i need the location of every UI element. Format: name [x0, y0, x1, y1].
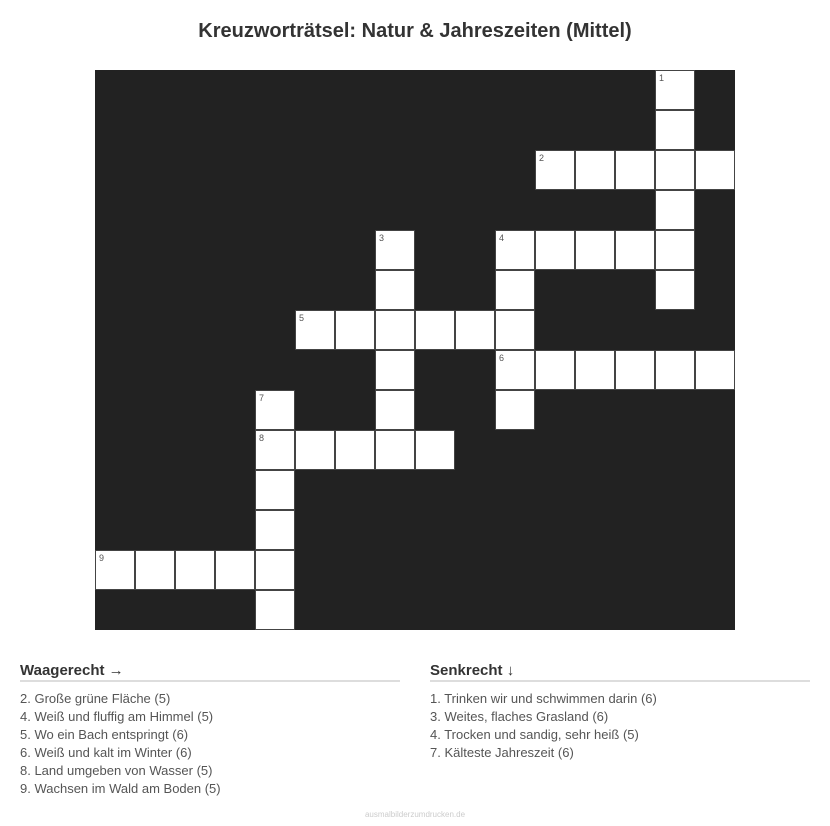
puzzle-title: Kreuzworträtsel: Natur & Jahreszeiten (Mittel)	[198, 20, 632, 42]
across-heading: Waagerecht →	[20, 662, 400, 682]
crossword-cell[interactable]	[255, 510, 295, 550]
crossword-cell[interactable]	[655, 350, 695, 390]
crossword-cell[interactable]	[375, 430, 415, 470]
crossword-cell[interactable]	[655, 190, 695, 230]
down-clue: 1. Trinken wir und schwimmen darin (6)	[430, 691, 657, 706]
crossword-cell[interactable]	[175, 550, 215, 590]
crossword-cell[interactable]	[375, 230, 415, 270]
crossword-cell[interactable]	[415, 430, 455, 470]
down-clue: 7. Kälteste Jahreszeit (6)	[430, 745, 574, 760]
crossword-cell[interactable]	[495, 350, 535, 390]
crossword-cell[interactable]	[495, 390, 535, 430]
crossword-cell[interactable]	[335, 310, 375, 350]
crossword-cell[interactable]	[535, 350, 575, 390]
across-clue: 4. Weiß und fluffig am Himmel (5)	[20, 709, 214, 724]
across-clue: 2. Große grüne Fläche (5)	[20, 691, 171, 706]
crossword-cell[interactable]	[655, 70, 695, 110]
clue-number: 2	[539, 153, 545, 163]
down-clues	[430, 662, 810, 762]
clue-number: 9	[99, 553, 105, 563]
crossword-cell[interactable]	[255, 590, 295, 630]
across-clue: 6. Weiß und kalt im Winter (6)	[20, 745, 192, 760]
across-clue: 5. Wo ein Bach entspringt (6)	[20, 727, 189, 742]
clue-number: 5	[299, 313, 305, 323]
down-heading: Senkrecht ↓	[430, 662, 810, 682]
across-clues	[20, 662, 400, 798]
crossword-cell[interactable]	[255, 430, 295, 470]
footer-credit: ausmalbilderzumdrucken.de	[364, 810, 466, 819]
crossword-cell[interactable]	[695, 150, 735, 190]
clue-number: 4	[499, 233, 505, 243]
crossword-cell[interactable]	[415, 310, 455, 350]
clue-number: 6	[499, 353, 505, 363]
crossword-cell[interactable]	[255, 390, 295, 430]
crossword-cell[interactable]	[695, 350, 735, 390]
down-clue: 4. Trocken und sandig, sehr heiß (5)	[430, 727, 639, 742]
crossword-cell[interactable]	[295, 310, 335, 350]
crossword-cell[interactable]	[375, 270, 415, 310]
clue-number: 3	[379, 233, 385, 243]
crossword-cell[interactable]	[135, 550, 175, 590]
crossword-cell[interactable]	[255, 470, 295, 510]
crossword-cell[interactable]	[215, 550, 255, 590]
crossword-cell[interactable]	[335, 430, 375, 470]
crossword-cell[interactable]	[655, 270, 695, 310]
crossword-cell[interactable]	[295, 430, 335, 470]
crossword-cell[interactable]	[495, 310, 535, 350]
crossword-cell[interactable]	[575, 150, 615, 190]
crossword-cell[interactable]	[95, 550, 135, 590]
crossword-cell[interactable]	[535, 150, 575, 190]
crossword-cell[interactable]	[615, 150, 655, 190]
crossword-cell[interactable]	[655, 150, 695, 190]
across-clue: 9. Wachsen im Wald am Boden (5)	[20, 781, 221, 796]
crossword-cell[interactable]	[495, 270, 535, 310]
crossword-cell[interactable]	[575, 230, 615, 270]
crossword-cell[interactable]	[255, 550, 295, 590]
crossword-cell[interactable]	[455, 310, 495, 350]
crossword-cell[interactable]	[375, 310, 415, 350]
crossword-cell[interactable]	[615, 230, 655, 270]
crossword-cell[interactable]	[375, 350, 415, 390]
crossword-cell[interactable]	[495, 230, 535, 270]
crossword-cell[interactable]	[375, 390, 415, 430]
crossword-cell[interactable]	[655, 110, 695, 150]
clue-number: 8	[259, 433, 265, 443]
across-clue: 8. Land umgeben von Wasser (5)	[20, 763, 213, 778]
crossword-cell[interactable]	[655, 230, 695, 270]
clue-number: 7	[259, 393, 265, 403]
crossword-cell[interactable]	[615, 350, 655, 390]
crossword-grid	[95, 70, 735, 630]
crossword-cell[interactable]	[535, 230, 575, 270]
clue-number: 1	[659, 73, 665, 83]
down-clue: 3. Weites, flaches Grasland (6)	[430, 709, 609, 724]
crossword-cell[interactable]	[575, 350, 615, 390]
